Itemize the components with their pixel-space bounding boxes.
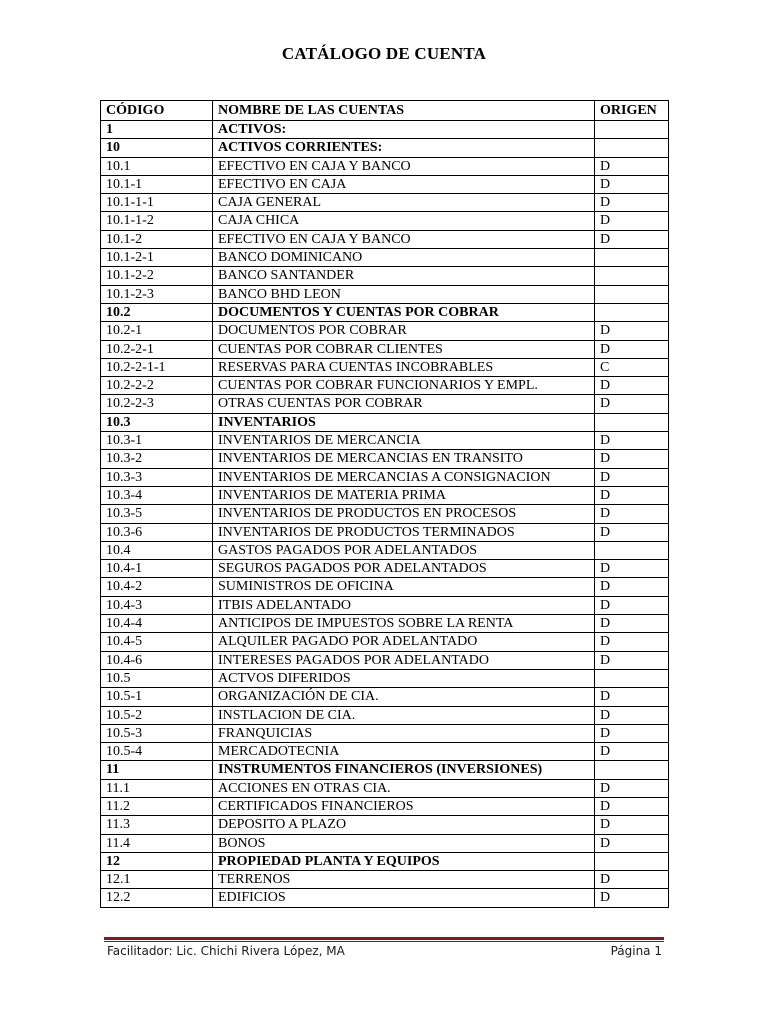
cell-account-name: SEGUROS PAGADOS POR ADELANTADOS xyxy=(213,560,595,578)
cell-account-name: INVENTARIOS DE MERCANCIAS EN TRANSITO xyxy=(213,450,595,468)
cell-origin xyxy=(595,267,669,285)
cell-origin xyxy=(595,413,669,431)
table-row xyxy=(101,889,669,907)
cell-account-name: OTRAS CUENTAS POR COBRAR xyxy=(213,395,595,413)
cell-account-name: ACTIVOS CORRIENTES: xyxy=(213,139,595,157)
cell-account-name: FRANQUICIAS xyxy=(213,724,595,742)
table-row xyxy=(101,688,669,706)
cell-code: 10.5-2 xyxy=(101,706,213,724)
cell-code: 10.1-2-2 xyxy=(101,267,213,285)
cell-code: 10.4-1 xyxy=(101,560,213,578)
cell-code: 10.2-2-2 xyxy=(101,377,213,395)
cell-origin: D xyxy=(595,724,669,742)
cell-account-name: PROPIEDAD PLANTA Y EQUIPOS xyxy=(213,852,595,870)
cell-account-name: INVENTARIOS xyxy=(213,413,595,431)
cell-account-name: BANCO SANTANDER xyxy=(213,267,595,285)
cell-origin: D xyxy=(595,450,669,468)
table-row xyxy=(101,505,669,523)
cell-account-name: CERTIFICADOS FINANCIEROS xyxy=(213,797,595,815)
cell-origin: D xyxy=(595,486,669,504)
table-row xyxy=(101,578,669,596)
cell-origin: D xyxy=(595,578,669,596)
cell-code: 11.1 xyxy=(101,779,213,797)
table-row xyxy=(101,340,669,358)
table-row xyxy=(101,194,669,212)
table-row xyxy=(101,871,669,889)
cell-origin xyxy=(595,121,669,139)
cell-code: 10.3 xyxy=(101,413,213,431)
account-catalog-table xyxy=(100,100,669,908)
table-row xyxy=(101,779,669,797)
cell-account-name: RESERVAS PARA CUENTAS INCOBRABLES xyxy=(213,358,595,376)
cell-account-name: ORGANIZACIÓN DE CIA. xyxy=(213,688,595,706)
table-row xyxy=(101,468,669,486)
cell-account-name: BONOS xyxy=(213,834,595,852)
cell-code: 10.1-2-1 xyxy=(101,249,213,267)
table-row xyxy=(101,651,669,669)
cell-account-name: INVENTARIOS DE MERCANCIAS A CONSIGNACION xyxy=(213,468,595,486)
table-row xyxy=(101,724,669,742)
cell-origin: D xyxy=(595,560,669,578)
cell-account-name: BANCO BHD LEON xyxy=(213,285,595,303)
cell-account-name: ACTIVOS: xyxy=(213,121,595,139)
table-row xyxy=(101,633,669,651)
cell-origin: D xyxy=(595,779,669,797)
cell-account-name: EFECTIVO EN CAJA Y BANCO xyxy=(213,157,595,175)
cell-code: 10.1-1 xyxy=(101,175,213,193)
table-row xyxy=(101,157,669,175)
cell-account-name: CAJA GENERAL xyxy=(213,194,595,212)
cell-code: 10.1-2-3 xyxy=(101,285,213,303)
cell-account-name: TERRENOS xyxy=(213,871,595,889)
cell-code: 10.3-1 xyxy=(101,432,213,450)
table-row xyxy=(101,669,669,687)
cell-origin: D xyxy=(595,834,669,852)
cell-origin xyxy=(595,761,669,779)
cell-account-name: CAJA CHICA xyxy=(213,212,595,230)
table-row xyxy=(101,797,669,815)
table-row xyxy=(101,175,669,193)
cell-account-name: ANTICIPOS DE IMPUESTOS SOBRE LA RENTA xyxy=(213,615,595,633)
table-row xyxy=(101,541,669,559)
table-row xyxy=(101,560,669,578)
column-header-code: CÓDIGO xyxy=(101,101,213,121)
cell-account-name: SUMINISTROS DE OFICINA xyxy=(213,578,595,596)
cell-code: 10.2-2-1 xyxy=(101,340,213,358)
cell-account-name: ACCIONES EN OTRAS CIA. xyxy=(213,779,595,797)
table-header-row xyxy=(101,101,669,121)
table-row xyxy=(101,450,669,468)
cell-code: 10.3-5 xyxy=(101,505,213,523)
cell-account-name: EFECTIVO EN CAJA xyxy=(213,175,595,193)
table-row xyxy=(101,816,669,834)
cell-code: 10.1-1-1 xyxy=(101,194,213,212)
cell-origin: D xyxy=(595,706,669,724)
cell-code: 11.4 xyxy=(101,834,213,852)
cell-account-name: EFECTIVO EN CAJA Y BANCO xyxy=(213,230,595,248)
table-row xyxy=(101,432,669,450)
table-row xyxy=(101,377,669,395)
cell-origin xyxy=(595,541,669,559)
cell-code: 12.2 xyxy=(101,889,213,907)
cell-account-name: INSTRUMENTOS FINANCIEROS (INVERSIONES) xyxy=(213,761,595,779)
cell-account-name: GASTOS PAGADOS POR ADELANTADOS xyxy=(213,541,595,559)
cell-code: 10.5-1 xyxy=(101,688,213,706)
table-row xyxy=(101,413,669,431)
table-row xyxy=(101,596,669,614)
cell-code: 10.4-6 xyxy=(101,651,213,669)
table-row xyxy=(101,212,669,230)
cell-code: 10 xyxy=(101,139,213,157)
cell-account-name: BANCO DOMINICANO xyxy=(213,249,595,267)
cell-origin xyxy=(595,852,669,870)
cell-account-name: EDIFICIOS xyxy=(213,889,595,907)
table-row xyxy=(101,139,669,157)
cell-code: 10.5 xyxy=(101,669,213,687)
cell-account-name: INSTLACION DE CIA. xyxy=(213,706,595,724)
cell-origin: D xyxy=(595,175,669,193)
cell-code: 11 xyxy=(101,761,213,779)
cell-origin xyxy=(595,139,669,157)
cell-account-name: ALQUILER PAGADO POR ADELANTADO xyxy=(213,633,595,651)
cell-origin: D xyxy=(595,230,669,248)
table-row xyxy=(101,743,669,761)
cell-origin: D xyxy=(595,322,669,340)
cell-code: 10.3-2 xyxy=(101,450,213,468)
cell-account-name: ACTVOS DIFERIDOS xyxy=(213,669,595,687)
table-row xyxy=(101,322,669,340)
table-row xyxy=(101,615,669,633)
cell-code: 10.4-4 xyxy=(101,615,213,633)
table-row xyxy=(101,486,669,504)
cell-code: 10.2-1 xyxy=(101,322,213,340)
cell-code: 12 xyxy=(101,852,213,870)
table-row xyxy=(101,834,669,852)
cell-code: 11.3 xyxy=(101,816,213,834)
footer-rule xyxy=(104,937,664,940)
cell-origin: D xyxy=(595,596,669,614)
cell-origin: D xyxy=(595,432,669,450)
cell-code: 10.5-3 xyxy=(101,724,213,742)
table-row xyxy=(101,852,669,870)
cell-origin: D xyxy=(595,743,669,761)
cell-origin: D xyxy=(595,505,669,523)
cell-code: 10.3-4 xyxy=(101,486,213,504)
table-row xyxy=(101,121,669,139)
cell-account-name: DOCUMENTOS Y CUENTAS POR COBRAR xyxy=(213,303,595,321)
table-row xyxy=(101,267,669,285)
footer-page-number: Página 1 xyxy=(610,944,662,958)
cell-code: 10.4-3 xyxy=(101,596,213,614)
cell-account-name: INVENTARIOS DE PRODUCTOS EN PROCESOS xyxy=(213,505,595,523)
cell-origin: D xyxy=(595,377,669,395)
cell-code: 10.1-2 xyxy=(101,230,213,248)
cell-code: 10.3-6 xyxy=(101,523,213,541)
cell-origin: D xyxy=(595,871,669,889)
cell-origin: D xyxy=(595,615,669,633)
cell-code: 10.1 xyxy=(101,157,213,175)
cell-account-name: INTERESES PAGADOS POR ADELANTADO xyxy=(213,651,595,669)
cell-code: 1 xyxy=(101,121,213,139)
cell-origin: D xyxy=(595,340,669,358)
cell-origin: D xyxy=(595,157,669,175)
cell-origin: D xyxy=(595,395,669,413)
cell-account-name: CUENTAS POR COBRAR CLIENTES xyxy=(213,340,595,358)
cell-code: 10.2-2-3 xyxy=(101,395,213,413)
cell-code: 10.5-4 xyxy=(101,743,213,761)
cell-code: 10.3-3 xyxy=(101,468,213,486)
cell-account-name: MERCADOTECNIA xyxy=(213,743,595,761)
cell-origin xyxy=(595,303,669,321)
cell-code: 10.1-1-2 xyxy=(101,212,213,230)
cell-code: 12.1 xyxy=(101,871,213,889)
table-row xyxy=(101,523,669,541)
cell-origin: D xyxy=(595,212,669,230)
cell-account-name: INVENTARIOS DE PRODUCTOS TERMINADOS xyxy=(213,523,595,541)
cell-account-name: DOCUMENTOS POR COBRAR xyxy=(213,322,595,340)
cell-origin: D xyxy=(595,797,669,815)
table-row xyxy=(101,285,669,303)
cell-account-name: ITBIS ADELANTADO xyxy=(213,596,595,614)
table-row xyxy=(101,706,669,724)
cell-origin: D xyxy=(595,688,669,706)
cell-origin: D xyxy=(595,889,669,907)
footer-rule-thin xyxy=(104,941,664,942)
cell-code: 10.4-2 xyxy=(101,578,213,596)
cell-code: 10.4-5 xyxy=(101,633,213,651)
cell-account-name: DEPOSITO A PLAZO xyxy=(213,816,595,834)
cell-code: 10.2 xyxy=(101,303,213,321)
table-row xyxy=(101,303,669,321)
column-header-name: NOMBRE DE LAS CUENTAS xyxy=(213,101,595,121)
cell-origin: C xyxy=(595,358,669,376)
cell-origin: D xyxy=(595,523,669,541)
cell-code: 10.4 xyxy=(101,541,213,559)
table-row xyxy=(101,395,669,413)
cell-account-name: CUENTAS POR COBRAR FUNCIONARIOS Y EMPL. xyxy=(213,377,595,395)
cell-origin xyxy=(595,669,669,687)
cell-account-name: INVENTARIOS DE MATERIA PRIMA xyxy=(213,486,595,504)
cell-origin xyxy=(595,285,669,303)
cell-origin: D xyxy=(595,651,669,669)
cell-origin: D xyxy=(595,468,669,486)
cell-origin: D xyxy=(595,194,669,212)
footer-facilitator: Facilitador: Lic. Chichi Rivera López, MA xyxy=(107,944,345,958)
table-row xyxy=(101,761,669,779)
table-row xyxy=(101,230,669,248)
cell-code: 10.2-2-1-1 xyxy=(101,358,213,376)
cell-account-name: INVENTARIOS DE MERCANCIA xyxy=(213,432,595,450)
cell-origin xyxy=(595,249,669,267)
table-row xyxy=(101,358,669,376)
table-row xyxy=(101,249,669,267)
column-header-origin: ORIGEN xyxy=(595,101,669,121)
cell-origin: D xyxy=(595,816,669,834)
cell-origin: D xyxy=(595,633,669,651)
page-title: CATÁLOGO DE CUENTA xyxy=(281,44,487,63)
cell-code: 11.2 xyxy=(101,797,213,815)
